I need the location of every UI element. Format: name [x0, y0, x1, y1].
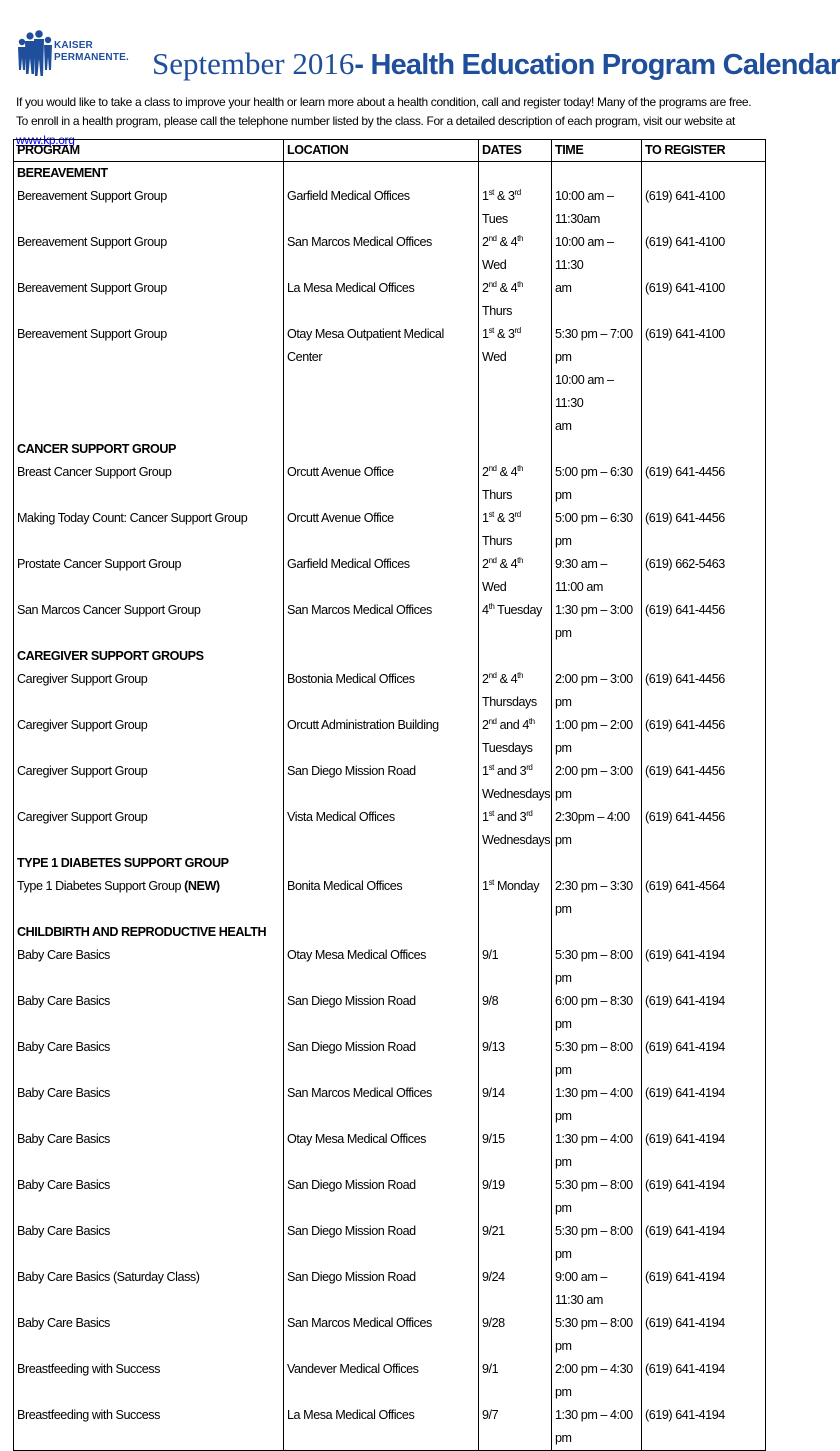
- table-row: [14, 185, 766, 231]
- location-cell: Bonita Medical Offices: [284, 875, 479, 921]
- location-cell: [284, 369, 479, 415]
- program-cell: Bereavement Support Group: [14, 277, 284, 323]
- program-cell: Baby Care Basics (Saturday Class): [14, 1266, 284, 1312]
- phone-cell: (619) 641-4194: [642, 1128, 766, 1174]
- dates-cell: 9/13: [479, 1036, 552, 1082]
- section-header-row: [14, 852, 766, 875]
- time-cell: 2:30pm – 4:00 pm: [552, 806, 642, 852]
- program-cell: Prostate Cancer Support Group: [14, 553, 284, 599]
- table-row: [14, 1036, 766, 1082]
- time-cell: 1:30 pm – 4:00 pm: [552, 1082, 642, 1128]
- program-cell: Bereavement Support Group: [14, 231, 284, 277]
- phone-cell: (619) 641-4100: [642, 277, 766, 323]
- time-cell: 10:00 am –11:30: [552, 369, 642, 415]
- program-cell: Breastfeeding with Success: [14, 1358, 284, 1404]
- dates-cell: 2nd & 4th Thurs: [479, 277, 552, 323]
- time-cell: 1:00 pm – 2:00 pm: [552, 714, 642, 760]
- table-body: [14, 162, 766, 1451]
- dates-cell: 9/8: [479, 990, 552, 1036]
- dates-cell: 2nd & 4th Thurs: [479, 461, 552, 507]
- section-header-row: [14, 645, 766, 668]
- table-row: [14, 714, 766, 760]
- phone-cell: (619) 641-4194: [642, 1036, 766, 1082]
- program-cell: [14, 415, 284, 438]
- program-cell: Caregiver Support Group: [14, 806, 284, 852]
- time-cell: 9:30 am – 11:00 am: [552, 553, 642, 599]
- location-cell: San Diego Mission Road: [284, 1220, 479, 1266]
- dates-cell: 4th Tuesday: [479, 599, 552, 645]
- phone-cell: (619) 641-4564: [642, 875, 766, 921]
- header-program: PROGRAM: [14, 140, 284, 162]
- program-cell: Baby Care Basics: [14, 1082, 284, 1128]
- location-cell: San Marcos Medical Offices: [284, 599, 479, 645]
- location-cell: Orcutt Avenue Office: [284, 461, 479, 507]
- brand-line-2: PERMANENTE.: [54, 52, 129, 63]
- section-title: CAREGIVER SUPPORT GROUPS: [14, 645, 284, 668]
- dates-cell: 9/1: [479, 1358, 552, 1404]
- section-title: CHILDBIRTH AND REPRODUCTIVE HEALTH: [14, 921, 284, 944]
- table-row: [14, 277, 766, 323]
- website-link[interactable]: www.kp.org: [16, 133, 75, 147]
- dates-cell: 1st & 3rd Tues: [479, 185, 552, 231]
- time-cell: 5:30 pm – 8:00 pm: [552, 944, 642, 990]
- brand-line-1: KAISER: [54, 40, 93, 51]
- dates-cell: 2nd & 4th Wed: [479, 553, 552, 599]
- time-cell: 2:00 pm – 4:30 pm: [552, 1358, 642, 1404]
- time-cell: 5:30 pm – 8:00 pm: [552, 1036, 642, 1082]
- program-cell: Baby Care Basics: [14, 1220, 284, 1266]
- program-cell: Baby Care Basics: [14, 990, 284, 1036]
- table-row: [14, 1082, 766, 1128]
- program-cell: San Marcos Cancer Support Group: [14, 599, 284, 645]
- table-row: [14, 1220, 766, 1266]
- phone-cell: (619) 641-4100: [642, 231, 766, 277]
- time-cell: 5:30 pm – 8:00 pm: [552, 1220, 642, 1266]
- phone-cell: (619) 641-4194: [642, 990, 766, 1036]
- table-row: [14, 323, 766, 369]
- dates-cell: 1st & 3rd Wed: [479, 323, 552, 369]
- program-cell: Making Today Count: Cancer Support Group: [14, 507, 284, 553]
- phone-cell: (619) 641-4194: [642, 1220, 766, 1266]
- dates-cell: 2nd and 4th Tuesdays: [479, 714, 552, 760]
- program-cell: Caregiver Support Group: [14, 668, 284, 714]
- location-cell: San Marcos Medical Offices: [284, 1312, 479, 1358]
- table-row: [14, 553, 766, 599]
- table-row: [14, 760, 766, 806]
- table-row: [14, 231, 766, 277]
- table-row: [14, 599, 766, 645]
- table-row: [14, 1404, 766, 1451]
- dates-cell: 1st and 3rd Wednesdays: [479, 760, 552, 806]
- location-cell: San Diego Mission Road: [284, 990, 479, 1036]
- table-header-row: [14, 140, 766, 162]
- title-month: September 2016: [152, 46, 355, 81]
- header-location: LOCATION: [284, 140, 479, 162]
- program-cell: Bereavement Support Group: [14, 185, 284, 231]
- time-cell: 2:00 pm – 3:00 pm: [552, 668, 642, 714]
- program-cell: Caregiver Support Group: [14, 760, 284, 806]
- program-cell: Baby Care Basics: [14, 1128, 284, 1174]
- phone-cell: (619) 641-4456: [642, 461, 766, 507]
- time-cell: 10:00 am –11:30: [552, 231, 642, 277]
- section-title: BEREAVEMENT: [14, 162, 284, 186]
- table-row: [14, 1128, 766, 1174]
- dates-cell: 2nd & 4th Thursdays: [479, 668, 552, 714]
- title-main: - Health Education Program Calendar: [354, 49, 840, 81]
- program-cell: Baby Care Basics: [14, 1174, 284, 1220]
- time-cell: 6:00 pm – 8:30 pm: [552, 990, 642, 1036]
- location-cell: Vandever Medical Offices: [284, 1358, 479, 1404]
- section-header-row: [14, 438, 766, 461]
- program-cell: Caregiver Support Group: [14, 714, 284, 760]
- dates-cell: 1st Monday: [479, 875, 552, 921]
- time-cell: 1:30 pm – 3:00 pm: [552, 599, 642, 645]
- phone-cell: (619) 641-4456: [642, 806, 766, 852]
- program-cell: Bereavement Support Group: [14, 323, 284, 369]
- location-cell: Otay Mesa Outpatient Medical Center: [284, 323, 479, 369]
- location-cell: San Diego Mission Road: [284, 1036, 479, 1082]
- location-cell: San Diego Mission Road: [284, 1174, 479, 1220]
- location-cell: Garfield Medical Offices: [284, 553, 479, 599]
- phone-cell: (619) 641-4456: [642, 668, 766, 714]
- time-cell: am: [552, 277, 642, 323]
- table-row: [14, 806, 766, 852]
- location-cell: Orcutt Avenue Office: [284, 507, 479, 553]
- location-cell: Otay Mesa Medical Offices: [284, 944, 479, 990]
- time-cell: 5:30 pm – 8:00 pm: [552, 1174, 642, 1220]
- phone-cell: (619) 641-4456: [642, 599, 766, 645]
- phone-cell: (619) 641-4194: [642, 1266, 766, 1312]
- location-cell: San Diego Mission Road: [284, 760, 479, 806]
- dates-cell: 9/19: [479, 1174, 552, 1220]
- header-time: TIME: [552, 140, 642, 162]
- location-cell: La Mesa Medical Offices: [284, 277, 479, 323]
- location-cell: Vista Medical Offices: [284, 806, 479, 852]
- location-cell: San Diego Mission Road: [284, 1266, 479, 1312]
- location-cell: [284, 415, 479, 438]
- header-dates: DATES: [479, 140, 552, 162]
- dates-cell: [479, 415, 552, 438]
- location-cell: Garfield Medical Offices: [284, 185, 479, 231]
- dates-cell: 9/24: [479, 1266, 552, 1312]
- table-row: [14, 461, 766, 507]
- program-cell: Baby Care Basics: [14, 1036, 284, 1082]
- phone-cell: (619) 641-4194: [642, 1404, 766, 1451]
- time-cell: 2:30 pm – 3:30 pm: [552, 875, 642, 921]
- time-cell: 5:00 pm – 6:30 pm: [552, 461, 642, 507]
- header-to-register: TO REGISTER: [642, 140, 766, 162]
- phone-cell: (619) 641-4100: [642, 185, 766, 231]
- phone-cell: (619) 641-4194: [642, 1312, 766, 1358]
- time-cell: 10:00 am –11:30am: [552, 185, 642, 231]
- table-row: [14, 415, 766, 438]
- phone-cell: (619) 662-5463: [642, 553, 766, 599]
- table-row: [14, 369, 766, 415]
- time-cell: 1:30 pm – 4:00 pm: [552, 1128, 642, 1174]
- phone-cell: (619) 641-4456: [642, 714, 766, 760]
- table-row: [14, 1174, 766, 1220]
- dates-cell: [479, 369, 552, 415]
- intro-text: If you would like to take a class to improve your health or learn more about a health condition, call and register today! Many of the programs are free. To enroll in a health program, please call the telephone number listed by the class. For a detailed description of each program, visit our website at: [16, 95, 752, 128]
- time-cell: am: [552, 415, 642, 438]
- table-row: [14, 944, 766, 990]
- dates-cell: 9/14: [479, 1082, 552, 1128]
- program-cell: Breast Cancer Support Group: [14, 461, 284, 507]
- dates-cell: 1st and 3rd Wednesdays: [479, 806, 552, 852]
- location-cell: La Mesa Medical Offices: [284, 1404, 479, 1451]
- location-cell: San Marcos Medical Offices: [284, 231, 479, 277]
- program-cell: Type 1 Diabetes Support Group (NEW): [14, 875, 284, 921]
- phone-cell: (619) 641-4100: [642, 323, 766, 369]
- location-cell: Bostonia Medical Offices: [284, 668, 479, 714]
- table-row: [14, 875, 766, 921]
- phone-cell: [642, 415, 766, 438]
- location-cell: Otay Mesa Medical Offices: [284, 1128, 479, 1174]
- time-cell: 5:00 pm – 6:30 pm: [552, 507, 642, 553]
- phone-cell: (619) 641-4194: [642, 1174, 766, 1220]
- section-title: TYPE 1 DIABETES SUPPORT GROUP: [14, 852, 284, 875]
- location-cell: Orcutt Administration Building: [284, 714, 479, 760]
- phone-cell: (619) 641-4194: [642, 944, 766, 990]
- dates-cell: 9/21: [479, 1220, 552, 1266]
- phone-cell: (619) 641-4194: [642, 1082, 766, 1128]
- time-cell: 2:00 pm – 3:00 pm: [552, 760, 642, 806]
- phone-cell: [642, 369, 766, 415]
- program-cell: [14, 369, 284, 415]
- table-row: [14, 1312, 766, 1358]
- phone-cell: (619) 641-4456: [642, 507, 766, 553]
- phone-cell: (619) 641-4194: [642, 1358, 766, 1404]
- program-cell: Breastfeeding with Success: [14, 1404, 284, 1451]
- page-title: [152, 46, 840, 82]
- time-cell: 5:30 pm – 8:00 pm: [552, 1312, 642, 1358]
- phone-cell: (619) 641-4456: [642, 760, 766, 806]
- dates-cell: 9/7: [479, 1404, 552, 1451]
- table-row: [14, 990, 766, 1036]
- section-header-row: [14, 921, 766, 944]
- time-cell: 9:00 am – 11:30 am: [552, 1266, 642, 1312]
- program-cell: Baby Care Basics: [14, 944, 284, 990]
- dates-cell: 2nd & 4th Wed: [479, 231, 552, 277]
- dates-cell: 9/1: [479, 944, 552, 990]
- program-table: [13, 139, 766, 1451]
- table-row: [14, 1358, 766, 1404]
- location-cell: San Marcos Medical Offices: [284, 1082, 479, 1128]
- dates-cell: 1st & 3rd Thurs: [479, 507, 552, 553]
- dates-cell: 9/28: [479, 1312, 552, 1358]
- table-row: [14, 1266, 766, 1312]
- kaiser-permanente-logo: [16, 30, 134, 82]
- dates-cell: 9/15: [479, 1128, 552, 1174]
- time-cell: 1:30 pm – 4:00 pm: [552, 1404, 642, 1451]
- table-row: [14, 668, 766, 714]
- section-header-row: [14, 162, 766, 186]
- section-title: CANCER SUPPORT GROUP: [14, 438, 284, 461]
- program-cell: Baby Care Basics: [14, 1312, 284, 1358]
- people-logo-icon: [16, 30, 56, 78]
- time-cell: 5:30 pm – 7:00 pm: [552, 323, 642, 369]
- table-row: [14, 507, 766, 553]
